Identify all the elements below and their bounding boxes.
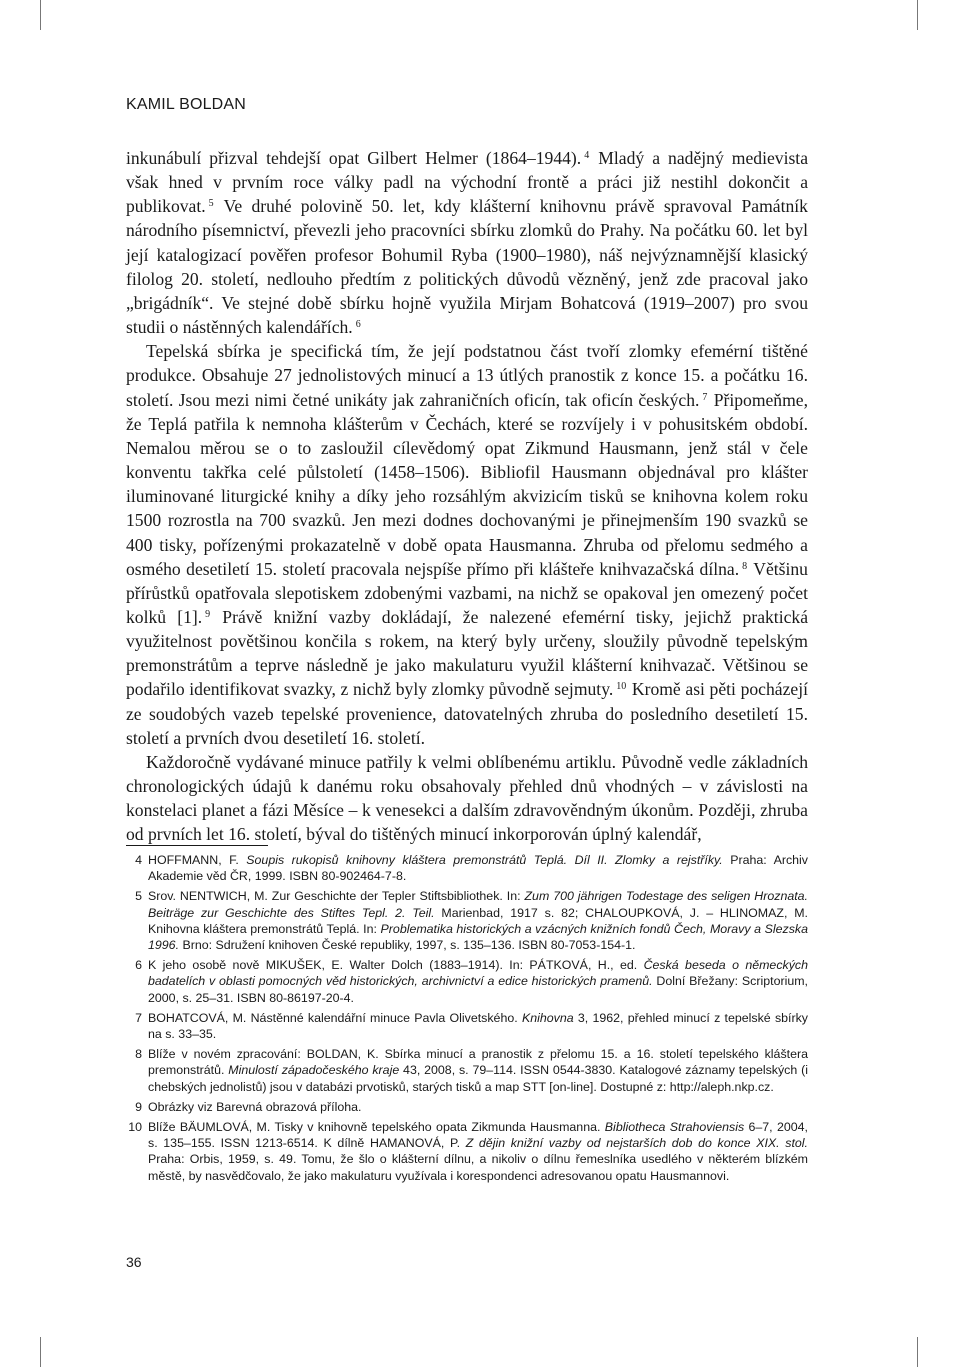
paragraph-3: Každoročně vydávané minuce patřily k velmi oblíbenému artiklu. Původně vedle základních chronologických údajů k danému roku obsahovaly přehled dnů vhodných – v závislosti na konstelaci planet a fázi Měsíce – k venesekci a dalším zdravověndným úkonům. Později, zhruba od prvních let 16. století, býval do tištěných minucí inkorporován úplný kalendář, xyxy=(126,751,808,845)
footnotes xyxy=(126,852,808,1188)
footnote-5: 5 Srov. NENTWICH, M. Zur Geschichte der Tepler Stiftsbibliothek. In: Zum 700 jährigen Todestage des seligen Hroznata. Beiträge zur Geschichte des Stiftes Tepl. 2. Teil. Marienbad, 1917 s. 82; CHALOUPKOVÁ, J. – HLINOMAZ, M. Knihovna kláštera premonstrátů Teplá. In: Problematika historických a vzácných knižních fondů Čech, Moravy a Slezska 1996. Brno: Sdružení knihoven České republiky, 1997, s. 135–136. ISBN 80-7053-154-1. xyxy=(126,888,808,953)
footnote-ref-10[interactable]: 10 xyxy=(616,681,627,693)
footnote-9: 9 Obrázky viz Barevná obrazová příloha. xyxy=(126,1099,808,1115)
footnote-number: 5 xyxy=(135,889,142,904)
paragraph-2: Tepelská sbírka je specifická tím, že její podstatnou část tvoří zlomky efemérní tištěné produkce. Obsahuje 27 jednolistových minucí a 13 útlých pranostik z konce 15. a počátku 16. století. Jsou mezi nimi četné unikáty jak zahraničních oficín, tak oficín českých. $^7$ Připomeňme, že Teplá patřila k nemnoha klášterům v Čechách, které se rozvíjely i v pohusitském období. Nemalou měrou se o to zasloužil cílevědomý opat Zikmund Hausmann, jenž stál v čele konventu takřka celé půlstoletí (1458–1506). Bibliofil Hausmann objednával pro klášter iluminované liturgické knihy a díky jeho rozsáhlým akvizicím tisků se knihovna kolem roku 1500 rozrostla na 700 svazků. Jen mezi dodnes dochovanými je přinejmenším 190 svazků se 400 tisky, pořízenými prokazatelně v době opata Hausmanna. Zhruba od přelomu sedmého a osmého desetiletí 15. století pracovala nejspíše přímo při klášteře knihvazačská dílna. $^8$ Většinu přírůstků opatřovala slepotiskem zdobenými vazbami, na nichž se opakoval jen omezený počet kolků [1]. $^9$ Právě knižní vazby dokládají, že nalezené efemérní tisky, jejichž praktická využitelnost povětšinou končila s rokem, na který byly určeny, sloužily původně tepelským premonstrátům a teprve následně je jako makulaturu využil klášterní knihvazač. Většinou se podařilo identifikovat svazky, z nichž byly zlomky původně sejmuty. $^{10}$ Kromě asi pěti pocházejí ze soudobých vazeb tepelské provenience, datovatelných zhruba do posledního desetiletí 15. století a prvních dvou desetiletí 16. století. xyxy=(126,341,809,748)
footnote-number: 10 xyxy=(128,1120,142,1135)
crop-mark-bottom-left xyxy=(40,1337,41,1367)
crop-mark-top-right xyxy=(917,0,918,30)
footnote-number: 7 xyxy=(135,1010,142,1025)
body-text xyxy=(126,146,808,847)
footnote-ref-8[interactable]: 8 xyxy=(742,560,748,572)
footnote-ref-5[interactable]: 5 xyxy=(208,198,214,210)
footnote-number: 9 xyxy=(135,1099,142,1114)
footnote-4: 4 HOFFMANN, F. Soupis rukopisů knihovny kláštera premonstrátů Teplá. Díl II. Zlomky a rejstříky. Praha: Archiv Akademie věd ČR, 1999. ISBN 80-902464-7-8. xyxy=(126,852,808,884)
crop-mark-top-left xyxy=(40,0,41,30)
footnote-6: 6 K jeho osobě nově MIKUŠEK, E. Walter Dolch (1883–1914). In: PÁTKOVÁ, H., ed. Česká beseda o německých badatelích v oblasti pomocných věd historických, archivnictví a edice historických pramenů. Dolní Břežany: Scriptorium, 2000, s. 25–31. ISBN 80-86197-20-4. xyxy=(126,957,808,1006)
crop-mark-bottom-right xyxy=(917,1337,918,1367)
footnote-ref-9[interactable]: 9 xyxy=(205,608,211,620)
footnote-number: 4 xyxy=(135,853,142,867)
footnote-10: 10 Blíže BÄUMLOVÁ, M. Tisky v knihovně tepelského opata Zikmunda Hausmanna. Bibliotheca Strahoviensis 6–7, 2004, s. 135–155. ISSN 1213-6514. K dílně HAMANOVÁ, P. Z dějin knižní vazby od nejstarších dob do konce XIX. stol. Praha: Orbis, 1959, s. 49. Tomu, že šlo o klášterní dílnu, a nikoliv o dílnu řemeslníka usedlého v některém blízkém městě, by nasvědčovalo, že jako makulaturu využívala i korespondenci adresovanou opatu Hausmannovi. xyxy=(126,1119,808,1184)
running-head: KAMIL BOLDAN xyxy=(126,96,247,113)
footnote-8: 8 Blíže v novém zpracování: BOLDAN, K. Sbírka minucí a pranostik z přelomu 15. a 16. století tepelského kláštera premonstrátů. Minulostí západočeského kraje 43, 2008, s. 79–114. ISSN 0544-3830. Katalogové záznamy tepelských (i chebských jednolistů) jsou v databázi prvotisků, starých tisků a map STT [on-line]. Dostupné z: http://aleph.nkp.cz. xyxy=(126,1046,808,1095)
page-number: 36 xyxy=(126,1254,142,1270)
footnote-number: 8 xyxy=(135,1047,142,1062)
footnote-ref-7[interactable]: 7 xyxy=(702,391,708,403)
footnote-rule xyxy=(126,845,268,846)
footnote-7: 7 BOHATCOVÁ, M. Nástěnné kalendářní minuce Pavla Olivetského. Knihovna 3, 1962, přehled minucí z tepelské sbírky na s. 33–35. xyxy=(126,1010,808,1042)
paragraph-1: inkunábulí přizval tehdejší opat Gilbert Helmer (1864–1944). $^4$ Mladý a nadějný medievista však hned v prvním roce války padl na východní frontě a práci již nestihl dokončit a publikovat. $^5$ Ve druhé polovině 50. let, kdy klášterní knihovnu právě spravoval Památník národního písemnictví, převezli jeho pracovníci sbírku zlomků do Prahy. Na počátku 60. let byl její katalogizací pověřen profesor Bohumil Ryba (1900–1980), náš nejvýznamnější klasický filolog 20. století, nedlouho předtím z politických důvodů vězněný, jenž zde pracoval jako „brigádník“. Ve stejné době sbírku hojně využila Mirjam Bohatcová (1919–2007) pro svou studii o nástěnných kalendářích. $^6$ xyxy=(126,148,809,338)
footnote-ref-6[interactable]: 6 xyxy=(355,319,361,331)
footnote-number: 6 xyxy=(135,958,142,973)
footnote-ref-4[interactable]: 4 xyxy=(584,150,590,161)
